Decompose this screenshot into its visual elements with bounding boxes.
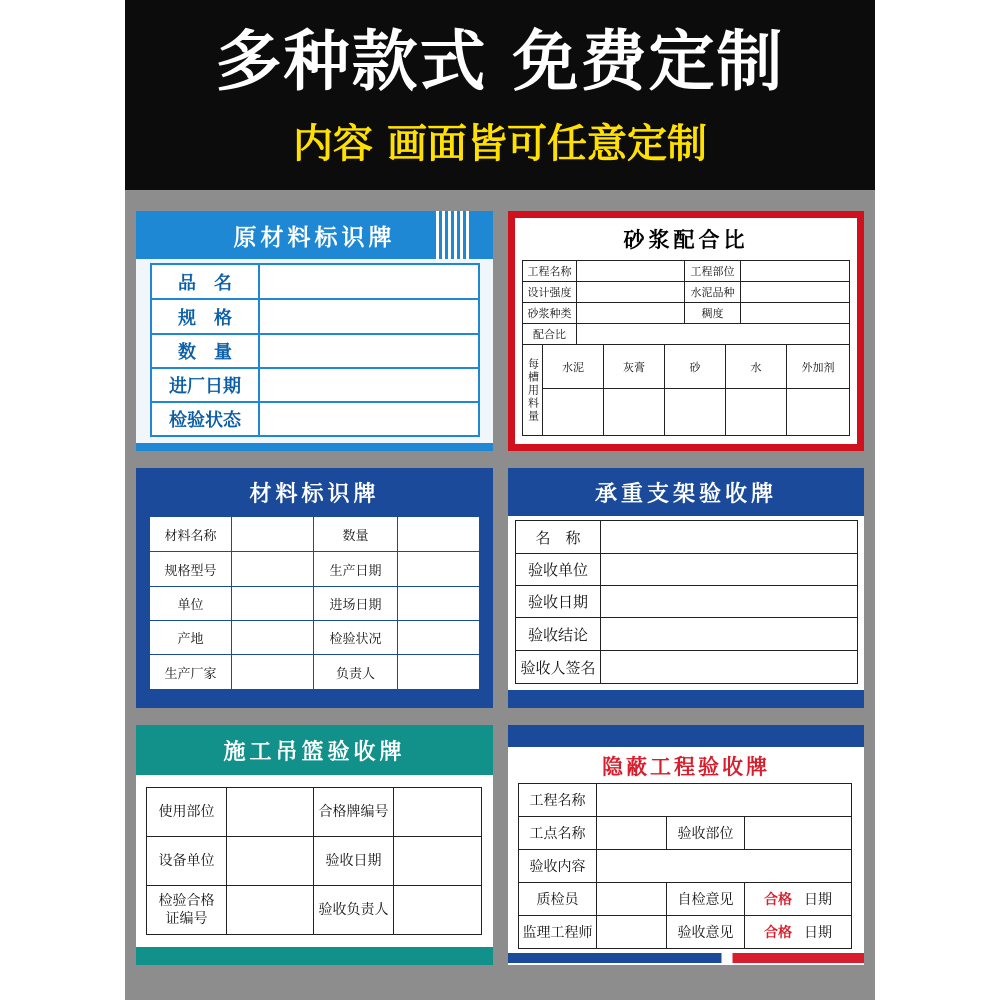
material-value bbox=[398, 587, 479, 621]
mortar-value bbox=[577, 303, 685, 324]
raw-material-title: 原材料标识牌 bbox=[233, 224, 396, 251]
hidden-pass-date bbox=[745, 916, 851, 948]
pass-mark: 合格 bbox=[764, 925, 792, 941]
mortar-label: 工程名称 bbox=[523, 261, 577, 282]
raw-material-footer-band bbox=[136, 443, 493, 451]
material-label: 产地 bbox=[150, 621, 232, 655]
material-value bbox=[232, 552, 314, 587]
mortar-label: 稠度 bbox=[685, 303, 741, 324]
hidden-value bbox=[597, 883, 667, 916]
support-title: 承重支架验收牌 bbox=[594, 481, 777, 507]
mortar-column-header: 外加剂 bbox=[787, 345, 849, 389]
mortar-amount-cell bbox=[787, 389, 849, 435]
mortar-value bbox=[577, 324, 849, 345]
hidden-label: 工程名称 bbox=[519, 784, 597, 817]
mortar-ratio-table bbox=[522, 260, 850, 436]
hidden-value bbox=[597, 916, 667, 948]
support-value bbox=[601, 554, 857, 586]
basket-title: 施工吊篮验收牌 bbox=[223, 739, 406, 765]
hidden-label: 验收意见 bbox=[667, 916, 745, 948]
material-label: 材料名称 bbox=[150, 517, 232, 552]
mortar-ratio-panel bbox=[515, 218, 857, 444]
mortar-side-label: 每槽用料量 bbox=[523, 345, 543, 435]
material-value bbox=[232, 517, 314, 552]
basket-value bbox=[394, 788, 481, 837]
mortar-column-header: 水 bbox=[726, 345, 787, 389]
mortar-value bbox=[741, 282, 849, 303]
support-label: 验收结论 bbox=[516, 618, 601, 651]
basket-value bbox=[394, 837, 481, 886]
material-label: 数量 bbox=[314, 517, 398, 552]
mortar-ratio-title: 砂浆配合比 bbox=[623, 228, 749, 252]
basket-value bbox=[227, 837, 314, 886]
hidden-label: 质检员 bbox=[519, 883, 597, 916]
material-label: 生产日期 bbox=[314, 552, 398, 587]
support-value bbox=[601, 521, 857, 554]
raw-material-label: 品 名 bbox=[152, 265, 260, 300]
hidden-value bbox=[597, 784, 851, 817]
hidden-title: 隐蔽工程验收牌 bbox=[602, 755, 770, 779]
basket-acceptance-sign bbox=[136, 725, 493, 965]
support-label: 验收人签名 bbox=[516, 651, 601, 683]
material-value bbox=[398, 517, 479, 552]
material-label: 单位 bbox=[150, 587, 232, 621]
hero-title: 多种款式 免费定制 bbox=[215, 23, 785, 100]
hero-subtitle: 内容 画面皆可任意定制 bbox=[293, 121, 707, 167]
mortar-value bbox=[741, 261, 849, 282]
mortar-column-header: 砂 bbox=[665, 345, 726, 389]
hidden-header-band bbox=[508, 725, 864, 747]
material-label: 负责人 bbox=[314, 655, 398, 689]
hidden-label: 监理工程师 bbox=[519, 916, 597, 948]
mortar-amount-cell bbox=[604, 389, 665, 435]
raw-material-sign bbox=[136, 211, 493, 451]
hidden-label: 工点名称 bbox=[519, 817, 597, 850]
mortar-amount-cell bbox=[665, 389, 726, 435]
raw-material-table bbox=[150, 263, 480, 437]
mortar-column-header: 水泥 bbox=[543, 345, 604, 389]
basket-value bbox=[394, 886, 481, 934]
mortar-ratio-sign bbox=[508, 211, 864, 451]
basket-value bbox=[227, 788, 314, 837]
support-footer-band bbox=[508, 690, 864, 708]
material-value bbox=[398, 552, 479, 587]
hidden-table bbox=[518, 783, 852, 949]
raw-material-value bbox=[260, 335, 478, 369]
raw-material-value bbox=[260, 403, 478, 435]
material-value bbox=[232, 621, 314, 655]
poster bbox=[125, 0, 875, 1000]
raw-material-value bbox=[260, 265, 478, 300]
hero-banner bbox=[125, 0, 875, 190]
hidden-value bbox=[745, 817, 851, 850]
basket-label: 验收负责人 bbox=[314, 886, 394, 934]
raw-material-label: 检验状态 bbox=[152, 403, 260, 435]
basket-table bbox=[146, 787, 482, 935]
material-value bbox=[398, 621, 479, 655]
mortar-label: 设计强度 bbox=[523, 282, 577, 303]
raw-material-value bbox=[260, 369, 478, 403]
material-label: 进场日期 bbox=[314, 587, 398, 621]
material-value bbox=[232, 655, 314, 689]
raw-material-label: 进厂日期 bbox=[152, 369, 260, 403]
hidden-label: 验收部位 bbox=[667, 817, 745, 850]
material-label: 生产厂家 bbox=[150, 655, 232, 689]
support-table bbox=[515, 520, 858, 684]
hidden-label: 验收内容 bbox=[519, 850, 597, 883]
basket-label: 检验合格 证编号 bbox=[147, 886, 227, 934]
basket-label: 设备单位 bbox=[147, 837, 227, 886]
support-label: 名 称 bbox=[516, 521, 601, 554]
basket-label: 使用部位 bbox=[147, 788, 227, 837]
mortar-label: 配合比 bbox=[523, 324, 577, 345]
mortar-value bbox=[577, 282, 685, 303]
material-title: 材料标识牌 bbox=[249, 481, 380, 507]
mortar-amount-cell bbox=[726, 389, 787, 435]
mortar-label: 水泥品种 bbox=[685, 282, 741, 303]
material-value bbox=[232, 587, 314, 621]
raw-material-value bbox=[260, 300, 478, 335]
basket-value bbox=[227, 886, 314, 934]
material-table bbox=[149, 516, 480, 690]
mortar-amount-cell bbox=[543, 389, 604, 435]
date-label: 日期 bbox=[804, 925, 832, 941]
hidden-label: 自检意见 bbox=[667, 883, 745, 916]
raw-material-label: 数 量 bbox=[152, 335, 260, 369]
support-value bbox=[601, 651, 857, 683]
support-label: 验收单位 bbox=[516, 554, 601, 586]
support-acceptance-sign bbox=[508, 468, 864, 708]
hidden-pass-date bbox=[745, 883, 851, 916]
material-value bbox=[398, 655, 479, 689]
pass-mark: 合格 bbox=[764, 892, 792, 908]
hidden-value bbox=[597, 850, 851, 883]
material-label: 检验状况 bbox=[314, 621, 398, 655]
support-label: 验收日期 bbox=[516, 586, 601, 618]
mortar-label: 砂浆种类 bbox=[523, 303, 577, 324]
raw-material-label: 规 格 bbox=[152, 300, 260, 335]
basket-label: 验收日期 bbox=[314, 837, 394, 886]
support-value bbox=[601, 586, 857, 618]
support-value bbox=[601, 618, 857, 651]
hidden-footer-band bbox=[508, 953, 864, 963]
mortar-column-header: 灰膏 bbox=[604, 345, 665, 389]
date-label: 日期 bbox=[804, 892, 832, 908]
material-sign bbox=[136, 468, 493, 708]
material-label: 规格型号 bbox=[150, 552, 232, 587]
mortar-value bbox=[577, 261, 685, 282]
mortar-value bbox=[741, 303, 849, 324]
mortar-label: 工程部位 bbox=[685, 261, 741, 282]
basket-footer-band bbox=[136, 947, 493, 965]
basket-label: 合格牌编号 bbox=[314, 788, 394, 837]
hidden-works-sign bbox=[508, 725, 864, 965]
hidden-value bbox=[597, 817, 667, 850]
